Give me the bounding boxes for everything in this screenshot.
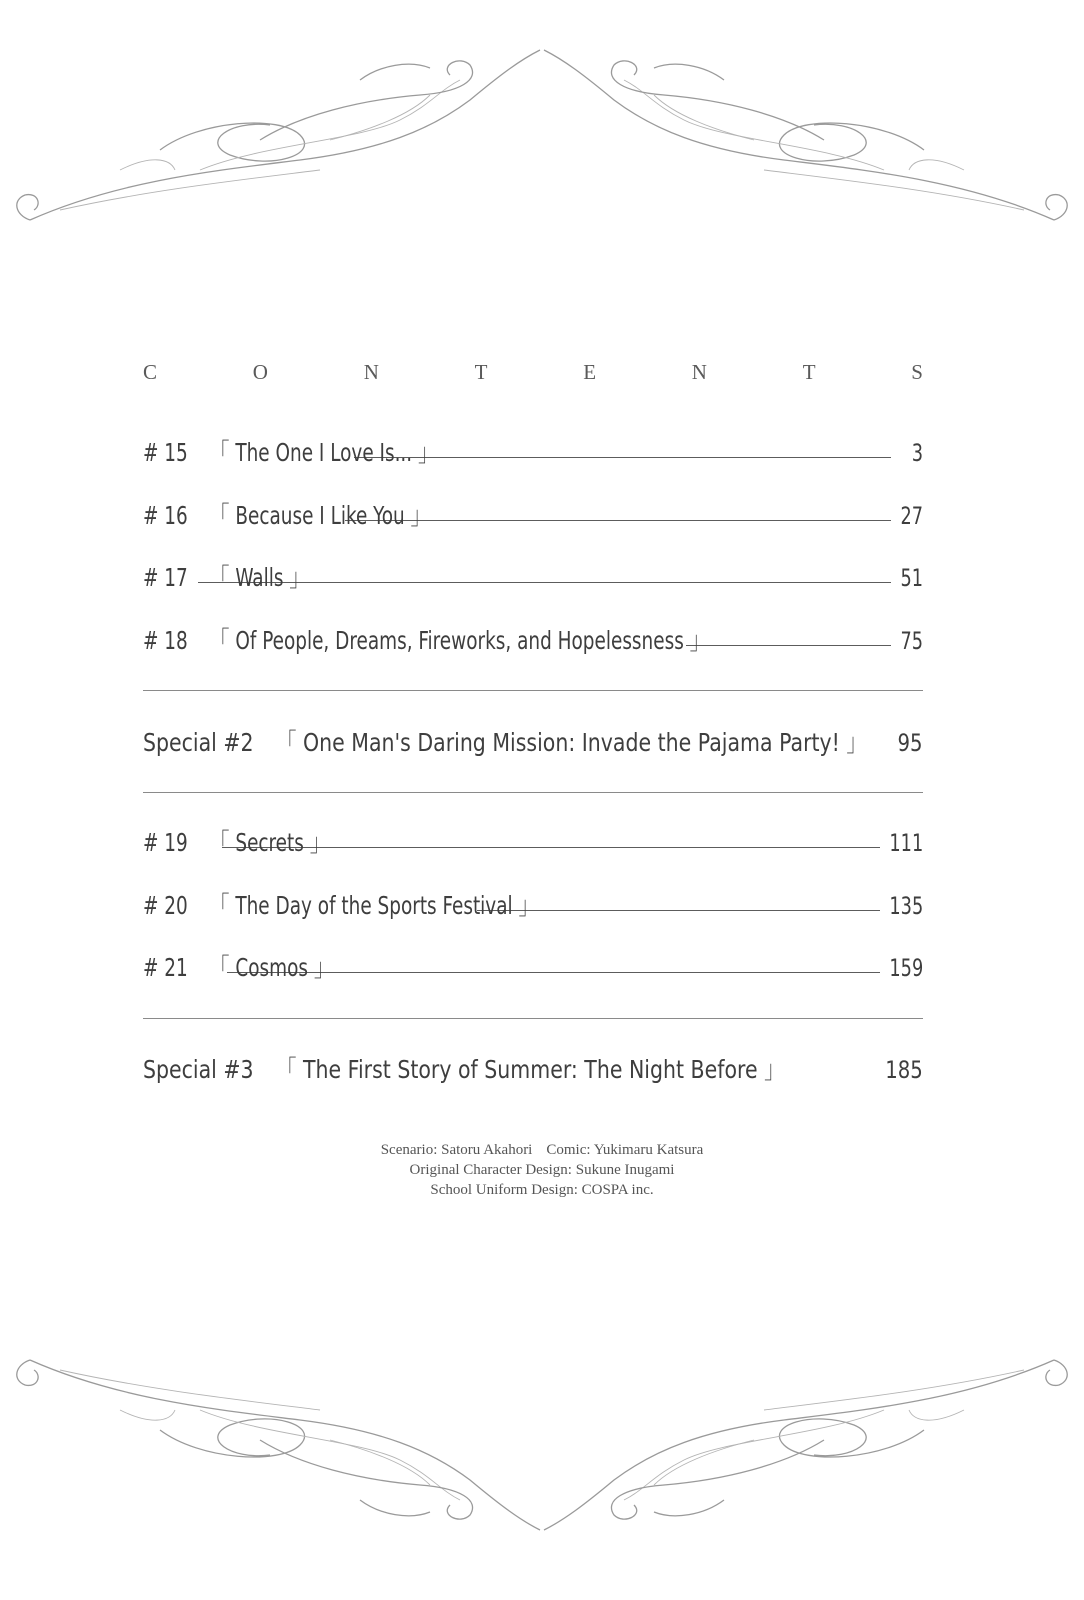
special-label: Special #3: [143, 1055, 254, 1084]
section-divider: [143, 1018, 923, 1019]
toc-entry-15[interactable]: [143, 436, 923, 470]
top-left-flourish: [17, 50, 540, 220]
top-ornament: [0, 20, 1084, 280]
heading-letter: T: [802, 360, 816, 384]
uniform-design-credit: School Uniform Design: COSPA inc.: [430, 1182, 654, 1198]
chapter-title: 「 Secrets 」: [209, 828, 331, 857]
page-number: 75: [900, 627, 923, 655]
toc-entry-21[interactable]: [143, 951, 923, 985]
chapter-title: 「 The One I Love Is... 」: [209, 438, 439, 467]
chapter-title: 「 Of People, Dreams, Fireworks, and Hopelessness 」: [209, 626, 711, 655]
chapter-number: # 18: [143, 626, 188, 655]
page-number: 3: [911, 439, 923, 467]
page-number: 95: [897, 729, 923, 757]
page-number: 27: [900, 502, 923, 530]
bottom-ornament: [0, 1300, 1084, 1560]
chapter-number: # 17: [143, 563, 188, 592]
toc-entry-19[interactable]: [143, 826, 923, 860]
chapter-number: # 19: [143, 828, 188, 857]
page-number: 111: [889, 829, 923, 857]
page-number: 185: [885, 1056, 923, 1084]
leader-line: [686, 645, 891, 646]
special-title: 「 One Man's Daring Mission: Invade the Pajama Party! 」: [276, 728, 867, 757]
top-right-flourish: [544, 50, 1067, 220]
toc-entry-16[interactable]: [143, 499, 923, 533]
chapter-number: # 21: [143, 953, 188, 982]
page-number: 135: [889, 892, 923, 920]
chapter-title: 「 The Day of the Sports Festival 」: [209, 891, 540, 920]
toc-entry-special-3[interactable]: [143, 1053, 923, 1087]
special-title: 「 The First Story of Summer: The Night Before 」: [276, 1055, 785, 1084]
chapter-title: 「 Walls 」: [209, 563, 310, 592]
chapter-number: # 15: [143, 438, 188, 467]
chapter-title: 「 Because I Like You 」: [209, 501, 432, 530]
section-divider: [143, 792, 923, 793]
toc-entry-special-2[interactable]: [143, 726, 923, 760]
credits: [0, 1140, 1084, 1200]
heading-letter: T: [474, 360, 488, 384]
special-label: Special #2: [143, 728, 254, 757]
scenario-credit: Scenario: Satoru Akahori: [380, 1142, 533, 1158]
heading-letter: N: [363, 360, 379, 384]
toc-entry-20[interactable]: [143, 889, 923, 923]
heading-letter: S: [911, 360, 923, 384]
chapter-number: # 20: [143, 891, 188, 920]
bottom-right-flourish: [544, 1360, 1067, 1530]
heading-letter: N: [691, 360, 707, 384]
bottom-left-flourish: [17, 1360, 540, 1530]
comic-credit: Comic: Yukimaru Katsura: [546, 1142, 704, 1158]
character-design-credit: Original Character Design: Sukune Inugami: [409, 1162, 675, 1178]
heading-letter: E: [583, 360, 597, 384]
heading-letter: C: [143, 360, 158, 384]
section-divider: [143, 690, 923, 691]
page-number: 51: [900, 564, 923, 592]
heading-letter: O: [252, 360, 268, 384]
credits-line-1: [0, 1140, 1084, 1160]
chapter-title: 「 Cosmos 」: [209, 953, 335, 982]
toc-entry-17[interactable]: [143, 561, 923, 595]
toc-entry-18[interactable]: [143, 624, 923, 658]
page-number: 159: [889, 954, 923, 982]
contents-heading: [143, 360, 923, 385]
chapter-number: # 16: [143, 501, 188, 530]
